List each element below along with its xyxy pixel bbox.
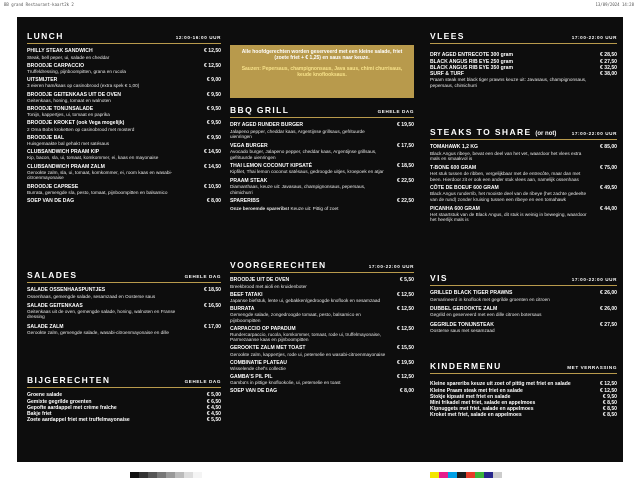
menu-item-price: € 38,00 — [600, 71, 617, 77]
menu-item-name: BROODJE CARPACCIO — [27, 62, 85, 69]
gold-divider — [27, 387, 221, 388]
menu-item — [27, 324, 221, 336]
menu-item — [230, 345, 414, 357]
menu-item — [430, 206, 617, 223]
section-header — [230, 260, 414, 270]
menu-item-name: VEGA BURGER — [230, 142, 268, 149]
menu-item-name: Zoete aardappel friet met truffelmayonaise — [27, 417, 130, 424]
menu-item-description: Diamanthaas, keuze uit: Javasaus, champignonsaus, pepersaus, chimichurri — [230, 184, 366, 195]
menu-item-price: € 12,50 — [397, 373, 414, 380]
menu-item-description: Praam steak met black tiger prawns keuze uit: Javasaus, champignonsaus, pepersaus, chimichurri — [430, 77, 587, 88]
menu-item-price: € 85,00 — [600, 144, 617, 151]
section-time: MET VERRASSING — [567, 365, 617, 370]
steaks-subtitle: (or not) — [535, 131, 557, 137]
menu-item-name: SALADE OSSENHAASPUNTJES — [27, 287, 106, 294]
menu-item-description: Japanse biefstuk, lente ui, gebakken/gedroogde knoflook en sesamzaad — [230, 297, 381, 303]
menu-item-name: GEROOKTE ZALM MET TOAST — [230, 345, 306, 352]
menu-item — [230, 163, 414, 175]
menu-item-name: BEEF TATAKI — [230, 291, 263, 298]
menu-item — [27, 92, 221, 104]
menu-item-price: € 9,50 — [602, 393, 617, 400]
menu-item — [27, 120, 221, 132]
menu-item-description: Black Angus ribeye, bevat een deel van het vet, waardoor het vlees extra mals en smaakvol is — [430, 150, 582, 162]
menu-item-description: Gamba's in pittige knoflookolie, ui, peterselie en toast — [230, 379, 341, 385]
section-vis — [430, 273, 617, 338]
section-header — [430, 31, 617, 41]
menu-item-name: GAMBA'S PIL PIL — [230, 373, 273, 380]
section-header — [230, 105, 414, 115]
menu-item-name: Gepofte aardappel met crème fraîche — [27, 404, 117, 411]
gold-divider — [230, 117, 414, 118]
menu-item-name: T-BONE 600 GRAM — [430, 164, 477, 171]
menu-item-price: € 12,50 — [397, 325, 414, 332]
menu-item — [27, 63, 221, 75]
grayscale-calibration-bar — [130, 472, 202, 478]
menu-item-price: € 6,50 — [206, 398, 221, 405]
menu-item-price: € 22,50 — [397, 198, 414, 205]
menu-item — [230, 277, 414, 289]
menu-item-description: Gegrild en geserveerd met een dille citroen botersaus — [430, 312, 542, 318]
section-voorgerechten — [230, 260, 414, 396]
menu-item-name: COMBINATIE PLATEAU — [230, 359, 287, 366]
steaks-title: STEAKS TO SHARE — [430, 127, 532, 137]
menu-item — [230, 374, 414, 386]
menu-item-name: Mini frikadel met friet, salade en appelmoes — [430, 400, 536, 406]
menu-item-price: € 5,00 — [206, 392, 221, 399]
spareribs-highlight: Onze beroemde spareribs! — [230, 205, 290, 211]
menu-item-name: CARPACCIO OP PAPADUM — [230, 325, 296, 332]
menu-item — [27, 106, 221, 118]
menu-item-name: Stokje kipsaté met friet en salade — [430, 393, 511, 400]
menu-item-row — [27, 417, 221, 423]
gold-divider — [27, 282, 221, 283]
menu-item-price: € 12,50 — [600, 381, 617, 388]
menu-item — [230, 178, 414, 195]
menu-item — [230, 388, 414, 394]
menu-item-description: Het stuk tussen de ribben, vergelijkbaar met de entrecôte, maar dan met been. Hierdoor zit er ook een ander stuk vlees aan, namelijk ossenhaas — [430, 170, 581, 182]
menu-item — [27, 135, 221, 147]
column-right — [430, 17, 617, 462]
menu-item-price: € 14,50 — [204, 163, 221, 170]
menu-item-price: € 12,50 — [397, 291, 414, 298]
spareribs-desc — [230, 206, 414, 212]
section-time: 17:00-22:00 UUR — [368, 264, 414, 269]
gold-divider — [430, 43, 617, 44]
menu-item-description: 3 eieren ham/kaas op casinobrood (extra spek € 1,00) — [27, 83, 140, 89]
menu-item-description: Steak, bell peper, ui, salade en cheddar — [27, 54, 110, 60]
menu-item-name: PHILLY STEAK SANDWICH — [27, 48, 93, 55]
menu-item-description: Breekbrood met aioli en kruidenboter — [230, 283, 307, 289]
menu-item-price: € 44,00 — [600, 205, 617, 212]
kindermenu-list — [430, 381, 617, 418]
section-time: GEHELE DAG — [184, 379, 221, 384]
menu-item-price: € 49,50 — [600, 185, 617, 192]
menu-item-description: Tonijn, kappertjes, ui, tomaat en paprika — [27, 112, 110, 118]
menu-item-row — [230, 198, 414, 204]
menu-item-description: Rundercarpaccio, rucola, komkommer, tomaat, rode ui, truffelmayonaise, Parmezaanse kaas en pijnboompitten — [230, 331, 382, 343]
section-title: SALADES — [27, 270, 78, 280]
menu-item-price: € 27,50 — [600, 321, 617, 328]
menu-item-price: € 75,00 — [600, 164, 617, 171]
menu-item-row — [430, 412, 617, 418]
menu-item-description: Gerookte zalm, kappertjes, rode ui, peterselie en wasabi-citroenmayonaise — [230, 351, 386, 357]
menu-item-name: SURF & TURF — [430, 71, 464, 77]
menu-item-description: Black Angus runderrib, het mooiste deel van de ribeye (het zachte gedeelte van de rund) zonder kruising tussen een ribeye en een tomahawk — [430, 191, 587, 202]
menu-item — [27, 77, 221, 89]
sauce-notice — [230, 45, 414, 98]
menu-item-price: € 32,50 — [600, 64, 617, 71]
menu-item-description: Huisgemaakte bal gehakt met satésaus — [27, 140, 110, 146]
menu-item-name: BLACK ANGUS RIB EYE 350 gram — [430, 64, 514, 71]
menu-item-price: € 19,50 — [397, 359, 414, 366]
menu-item — [27, 184, 221, 196]
menu-item-price: € 5,50 — [206, 417, 221, 424]
section-title — [430, 127, 556, 137]
menu-item-price: € 8,50 — [602, 406, 617, 413]
menu-item-price: € 12,50 — [204, 62, 221, 69]
menu-item — [430, 322, 617, 334]
print-header — [0, 0, 640, 10]
menu-item-price: € 26,00 — [600, 306, 617, 313]
menu-item-description: Gemengde salade, zongedroogde tomaat, pesto, balsamico en pijnboompitten — [230, 311, 361, 323]
vis-list — [430, 290, 617, 333]
menu-item-description: Geitenkaas uit de oven, gemengde salade, honing, walnoten en Franse dressing — [27, 308, 176, 320]
menu-item-name: SOEP VAN DE DAG — [27, 197, 75, 204]
menu-item-name: Kleine Praam steak met friet en salade — [430, 387, 523, 394]
section-header — [27, 270, 221, 280]
menu-item-row — [27, 198, 221, 204]
menu-item-description: 2 Oma Bobs kroketten op casinobrood met mosterd — [27, 126, 135, 132]
menu-item — [230, 198, 414, 204]
section-steaks — [430, 127, 617, 226]
menu-item-price: € 9,50 — [206, 91, 221, 98]
gold-divider — [430, 373, 617, 374]
section-time: GEHELE DAG — [377, 109, 414, 114]
menu-item-price: € 5,50 — [399, 277, 414, 284]
menu-item-row — [230, 388, 414, 394]
menu-item-description: Jalapeno pepper, cheddar kaas, Argentijnse grillsaus, gefrituurde uienringen — [230, 128, 365, 140]
menu-item-name: BROODJE CAPRESE — [27, 183, 79, 190]
column-middle — [230, 17, 414, 462]
section-header — [430, 361, 617, 371]
menu-item — [430, 71, 617, 88]
salades-list — [27, 287, 221, 335]
print-footer — [0, 470, 640, 481]
menu-item-price: € 8,50 — [602, 412, 617, 419]
section-kindermenu — [430, 361, 617, 419]
menu-item-description: Kip, bacon, sla, ui, tomaat, komkommer, ei, kaas en mayonaise — [27, 155, 159, 161]
menu-item-price: € 12,50 — [397, 305, 414, 312]
gold-divider — [230, 272, 414, 273]
gold-divider — [27, 43, 221, 44]
section-title: VLEES — [430, 31, 465, 41]
menu-item — [430, 144, 617, 161]
menu-item-price: € 4,50 — [206, 411, 221, 417]
section-salades — [27, 270, 221, 339]
notice-sauces: Sauzen: Pepersaus, champignonsaus, Java saus, chimi churrisaus, keude knoflooksaus. — [241, 65, 403, 79]
menu-item-name: BROODJE UIT DE OVEN — [230, 277, 290, 284]
menu-item — [27, 198, 221, 204]
menu-item-name: Kroket met friet, salade en appelmoes — [430, 412, 522, 419]
menu-item — [230, 360, 414, 372]
menu-item-name: PRAAM STEAK — [230, 177, 268, 184]
menu-card — [17, 17, 623, 462]
menu-item — [230, 122, 414, 139]
print-timestamp: 13/09/2024 14:28 — [595, 2, 634, 7]
menu-item-price: € 9,50 — [206, 105, 221, 112]
menu-item-description: Truffeldressing, pijnboompitten, grana en rucola — [27, 68, 127, 74]
section-time: 17:00-22:00 UUR — [571, 131, 617, 136]
menu-item — [27, 149, 221, 161]
menu-item — [27, 48, 221, 60]
section-header — [27, 375, 221, 385]
menu-item-name: GRILLED BLACK TIGER PRAWNS — [430, 290, 513, 297]
menu-item — [230, 143, 414, 160]
gold-divider — [430, 139, 617, 140]
spareribs-choice: Keuze uit: Pittig of zoet — [289, 205, 339, 211]
menu-item-name: SALADE ZALM — [27, 323, 64, 330]
column-left — [27, 17, 221, 462]
menu-item-name: UITSMIJTER — [27, 77, 58, 84]
menu-item-price: € 4,50 — [206, 404, 221, 411]
menu-item-name: SOEP VAN DE DAG — [230, 387, 278, 394]
menu-item-price: € 17,50 — [397, 142, 414, 149]
menu-item-price: € 9,00 — [206, 77, 221, 84]
section-header — [430, 127, 617, 137]
color-calibration-bar — [430, 472, 502, 478]
menu-item-name: Bakje friet — [27, 411, 52, 417]
menu-item-name: CLUBSANDWICH PRAAM ZALM — [27, 163, 105, 170]
section-title: VIS — [430, 273, 448, 283]
section-header — [430, 273, 617, 283]
section-bbq — [230, 105, 414, 211]
section-time: 17:00-22:00 UUR — [571, 35, 617, 40]
menu-item — [430, 412, 617, 418]
menu-item — [430, 290, 617, 302]
menu-item-name: BURRATA — [230, 305, 255, 312]
menu-item-name: DUBBEL GEROOKTE ZALM — [430, 306, 498, 313]
vlees-list — [430, 52, 617, 88]
menu-item — [230, 306, 414, 323]
lunch-list — [27, 48, 221, 204]
menu-item — [230, 326, 414, 343]
gold-divider — [430, 285, 617, 286]
menu-item-price: € 22,50 — [397, 177, 414, 184]
menu-item-description: Het staartstuk van de Black Angus, dit stuk is weinig in beweging, waardoor het heerlijk mals is — [430, 211, 587, 223]
menu-item-price: € 15,50 — [397, 345, 414, 352]
menu-item-name: CÔTE DE BOEUF 600 GRAM — [430, 185, 499, 192]
menu-item-price: € 14,50 — [204, 149, 221, 156]
menu-item-name: Gemixte gegrilde groenten — [27, 398, 92, 405]
menu-item-description: Avocado burger, Jalapeno pepper, cheddar kaas, Argentijnse grillsaus, gefrituurde uienringen — [230, 148, 377, 160]
menu-item-name: Groene salade — [27, 392, 63, 399]
menu-item-price: € 28,50 — [600, 52, 617, 59]
menu-item-description: Kipfilet, Thai lemon coconut satésaus, gedroogde uitjes, kroepoek en atjar — [230, 169, 384, 175]
menu-item-name: GEGRILDE TONIJNSTEAK — [430, 321, 494, 328]
section-time: 17:00-22:00 UUR — [571, 277, 617, 282]
menu-item — [230, 292, 414, 304]
menu-item-name: BROODJE GEITENKAAS UIT DE OVEN — [27, 91, 121, 98]
menu-item-name: PICANHA 600 GRAM — [430, 205, 480, 212]
section-header — [27, 31, 221, 41]
menu-item-price: € 8,50 — [602, 400, 617, 406]
menu-item — [27, 303, 221, 320]
menu-item-description: Gerookte zalm, sla, ui, tomaat, komkommer, ei, room kaas en wasabi-citroenmayonaise — [27, 169, 173, 181]
menu-item-price: € 10,50 — [204, 183, 221, 190]
menu-item-name: DRY AGED ENTRECOTE 300 gram — [430, 52, 514, 59]
menu-item-price: € 17,00 — [204, 323, 221, 330]
menu-item-name: BROODJE KROKET (ook Vega mogelijk) — [27, 120, 125, 127]
menu-item-description: Gerookte zalm, gemengde salade, wasabi-citroenmayonaise en dille — [27, 329, 170, 335]
section-title: BIJGERECHTEN — [27, 375, 111, 385]
menu-item-description: Wisselende chef's collectie — [230, 365, 286, 371]
steaks-list — [430, 144, 617, 223]
menu-item — [27, 164, 221, 181]
menu-item-description: Ossenhaas, gemengde salade, sesamzaad en Oosterse saus — [27, 293, 156, 299]
menu-item-description: Burrata, gemengde sla, pesto, tomaat, pijnboompitten en balsamico — [27, 189, 168, 195]
menu-item-price: € 8,00 — [206, 197, 221, 204]
section-title: BBQ GRILL — [230, 105, 290, 115]
bbq-list — [230, 122, 414, 204]
menu-item-price: € 12,50 — [204, 48, 221, 55]
menu-item — [27, 287, 221, 299]
menu-item-price: € 8,00 — [399, 387, 414, 394]
menu-item — [27, 417, 221, 423]
section-title: KINDERMENU — [430, 361, 502, 371]
menu-item-name: THAI LEMON COCONUT KIPSATÉ — [230, 163, 312, 170]
menu-item-price: € 12,50 — [600, 387, 617, 394]
section-lunch — [27, 31, 221, 207]
menu-item-price: € 9,50 — [206, 120, 221, 127]
menu-item-name: DRY AGED RUNDER BURGER — [230, 122, 304, 129]
menu-item-price: € 18,50 — [204, 287, 221, 294]
menu-item — [430, 165, 617, 182]
menu-item-price: € 26,00 — [600, 290, 617, 297]
menu-item-price: € 16,50 — [204, 302, 221, 309]
menu-item-name: SALADE GEITENKAAS — [27, 302, 83, 309]
section-title: VOORGERECHTEN — [230, 260, 327, 270]
menu-item-name: Kleine spareribs keuze uit zoet of pittig met friet en salade — [430, 381, 571, 388]
menu-item-description: Gemarineerd in knoflook met gegrilde groenten en citroen — [430, 296, 550, 302]
section-vlees — [430, 31, 617, 88]
menu-item-name: TOMAHAWK 1,2 KG — [430, 144, 479, 151]
section-title: LUNCH — [27, 31, 64, 41]
menu-item-name: Kipnuggets met friet, salade en appelmoes — [430, 406, 534, 413]
menu-item-price: € 27,50 — [600, 58, 617, 65]
menu-item-price: € 9,50 — [206, 134, 221, 141]
menu-item-name: BROODJE BAL — [27, 134, 65, 141]
voorgerechten-list — [230, 277, 414, 394]
menu-item-price: € 18,50 — [397, 163, 414, 170]
file-title: BB grand Restaurant-kaart2k 2 — [4, 2, 74, 7]
menu-item-name: BROODJE TONIJNSALADE — [27, 105, 94, 112]
section-time: GEHELE DAG — [184, 274, 221, 279]
section-time: 12:00-16:00 UUR — [175, 35, 221, 40]
notice-text: Alle hoofdgerechten worden geserveerd met een kleine salade, friet (zoete friet + € 1,25) en saus naar keuze. — [241, 49, 403, 62]
menu-item-name: SPARERIBS — [230, 198, 260, 205]
menu-item-description: Geitenkaas, honing, tomaat en walnoten — [27, 97, 111, 103]
bijgerechten-list — [27, 392, 221, 423]
menu-item-name: CLUBSANDWICH PRAAM KIP — [27, 149, 100, 156]
menu-item-description: Oosterse saus met sesamzaad — [430, 328, 495, 334]
menu-item-name: BLACK ANGUS RIB EYE 250 gram — [430, 58, 514, 65]
section-bijgerechten — [27, 375, 221, 423]
menu-item-price: € 19,50 — [397, 122, 414, 129]
menu-item — [430, 306, 617, 318]
menu-item — [430, 185, 617, 202]
